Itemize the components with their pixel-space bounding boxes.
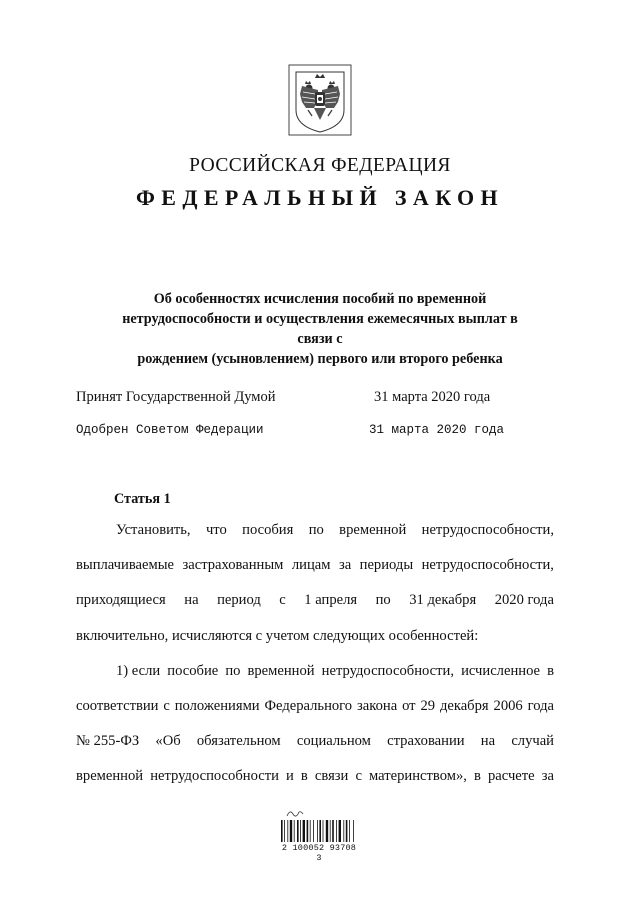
barcode-bar (310, 820, 311, 842)
barcode-bar (307, 820, 309, 842)
article-word: года (527, 698, 554, 715)
article-word: в (300, 768, 308, 785)
article-word: расчете (488, 768, 535, 785)
law-title (110, 289, 530, 369)
article-word: обязательном (196, 733, 281, 750)
barcode-number: 2 100052 93708 3 (281, 843, 357, 863)
article-word: на (480, 733, 496, 750)
article-text-line (76, 513, 554, 548)
barcode-bar (339, 820, 341, 842)
article-word: временной (247, 662, 315, 679)
article-word: Установить, (116, 522, 191, 538)
article-word: «Об (155, 733, 181, 750)
law-title-line: рождением (усыновлением) первого или второго ребенка (137, 351, 503, 367)
article-word: по (225, 662, 241, 679)
article-word: № 255-ФЗ (76, 733, 140, 750)
article-word: нетрудоспособности (150, 768, 279, 785)
law-title-line: Об особенностях исчисления пособий по временной (153, 291, 487, 307)
approval-date: 31 марта 2020 года (369, 423, 505, 437)
barcode-bar (336, 820, 337, 842)
barcode-bar (313, 820, 314, 842)
barcode-bar (294, 820, 295, 842)
article-text-line (76, 689, 554, 724)
article-text-line (76, 619, 554, 654)
article-word: в (474, 768, 481, 785)
article-word: страховании (387, 733, 465, 750)
article-word: пособие (167, 662, 219, 679)
barcode-bar (287, 820, 288, 842)
barcode-bar (332, 820, 334, 842)
barcode-bar (326, 820, 328, 842)
article-word: закона (357, 698, 398, 715)
russian-coat-of-arms-icon (288, 64, 352, 136)
article-word: с (163, 698, 170, 715)
barcode-bar (319, 820, 321, 842)
article-word: положениями (174, 698, 260, 715)
article-word: материнством», (369, 768, 467, 785)
article-word: 2006 (493, 698, 523, 715)
article-word: 1) если (116, 662, 161, 679)
article-word: лицам (291, 557, 331, 574)
article-word: 31 декабря (409, 592, 477, 609)
article-word: приходящиеся (76, 592, 166, 609)
barcode-bar (303, 820, 305, 842)
adoption-label: Принят Государственной Думой (76, 389, 276, 405)
article-word: в (547, 662, 554, 679)
barcode-icon (281, 820, 357, 844)
article-text-line (76, 724, 554, 759)
article-word: периоды (359, 557, 414, 574)
article-word: и (286, 768, 294, 785)
article-word: от (402, 698, 416, 715)
article-word: временной (76, 768, 144, 785)
barcode-bar (346, 820, 348, 842)
article-word: пособия (242, 522, 294, 538)
barcode-bar (297, 820, 299, 842)
article-word: связи (314, 768, 349, 785)
article-text-line (76, 548, 554, 583)
article-body (76, 513, 554, 795)
barcode-bar (343, 820, 344, 842)
article-word: исчисленное (461, 662, 541, 679)
article-text-line (76, 759, 554, 794)
approval-council-row (76, 423, 576, 443)
article-word: декабря (439, 698, 489, 715)
article-word: за (338, 557, 352, 574)
article-text-line (76, 654, 554, 689)
barcode-bar (290, 820, 292, 842)
adoption-date: 31 марта 2020 года (374, 389, 491, 405)
barcode-bar (323, 820, 324, 842)
article-word: соответствии (76, 698, 159, 715)
article-word: включительно, исчисляются с учетом следующих особенностей: (76, 627, 479, 644)
article-word: Федерального (264, 698, 353, 715)
barcode-bar (281, 820, 283, 842)
barcode-bar (353, 820, 354, 842)
article-word: с (279, 592, 286, 609)
barcode-bar (300, 820, 301, 842)
article-word: нетрудоспособности, (421, 557, 554, 574)
approval-label: Одобрен Советом Федерации (76, 423, 264, 437)
article-word: за (541, 768, 554, 785)
article-word: период (217, 592, 261, 609)
barcode-bar (284, 820, 285, 842)
article-word: временной (339, 522, 407, 538)
barcode-bar (330, 820, 331, 842)
article-word: 2020 года (494, 592, 554, 609)
article-word: по (308, 522, 324, 538)
document-barcode (277, 808, 361, 863)
barcode-bar (317, 820, 318, 842)
country-name: РОССИЙСКАЯ ФЕДЕРАЦИЯ (189, 155, 451, 176)
article-word: нетрудоспособности, (321, 662, 454, 679)
article-word: случай (511, 733, 554, 750)
article-word: с (355, 768, 362, 785)
law-type-heading: ФЕДЕРАЛЬНЫЙ ЗАКОН (135, 185, 505, 210)
law-title-line: нетрудоспособности и осуществления ежемесячных выплат в связи с (122, 311, 518, 347)
article-word: социальном (296, 733, 371, 750)
article-word: на (184, 592, 199, 609)
adoption-duma-row (76, 389, 576, 409)
article-word: по (375, 592, 391, 609)
article-word: нетрудоспособности, (421, 522, 554, 538)
article-word: что (205, 522, 227, 538)
article-text-line (76, 583, 554, 618)
article-word: 29 (420, 698, 436, 715)
article-word: застрахованным (182, 557, 284, 574)
article-word: выплачиваемые (76, 557, 175, 574)
barcode-bar (349, 820, 350, 842)
article-heading: Статья 1 (114, 491, 171, 507)
article-word: 1 апреля (304, 592, 358, 609)
